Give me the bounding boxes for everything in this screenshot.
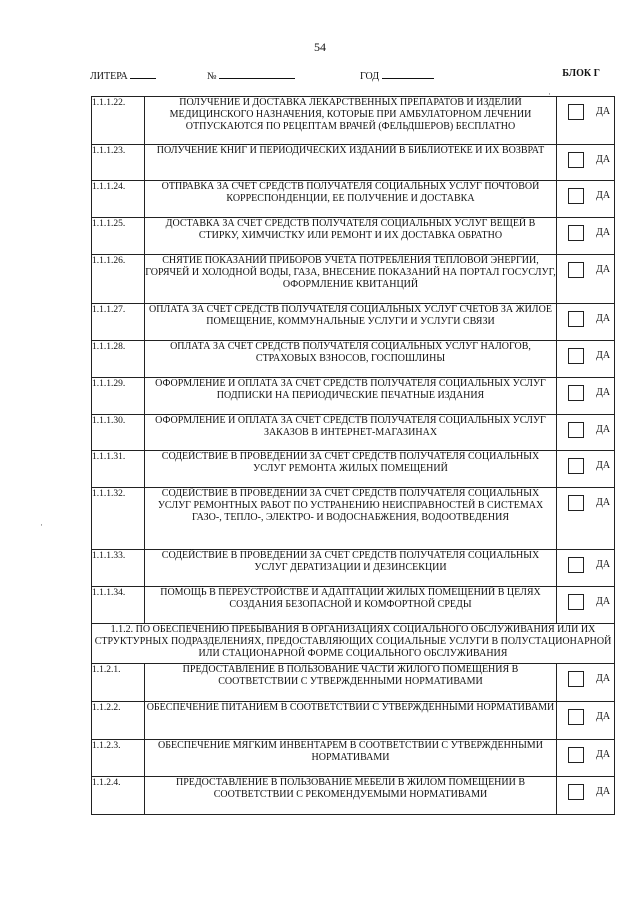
service-code: 1.1.1.28. <box>92 341 145 378</box>
yes-label: ДА <box>596 786 611 797</box>
service-row <box>92 415 615 451</box>
year-field[interactable] <box>360 68 434 82</box>
service-row <box>92 451 615 488</box>
form-header <box>90 68 600 84</box>
service-code: 1.1.1.23. <box>92 145 145 181</box>
answer-cell <box>557 740 615 777</box>
yes-checkbox[interactable] <box>568 671 584 687</box>
block-label: БЛОК Г <box>562 68 600 79</box>
service-code: 1.1.1.34. <box>92 587 145 624</box>
year-label: ГОД <box>360 71 380 82</box>
service-code: 1.1.1.27. <box>92 304 145 341</box>
service-row <box>92 97 615 145</box>
yes-label: ДА <box>596 497 611 508</box>
yes-checkbox[interactable] <box>568 104 584 120</box>
yes-label: ДА <box>596 264 611 275</box>
yes-label: ДА <box>596 749 611 760</box>
service-description: ПОМОЩЬ В ПЕРЕУСТРОЙСТВЕ И АДАПТАЦИИ ЖИЛЫХ ПОМЕЩЕНИЙ В ЦЕЛЯХ СОЗДАНИЯ БЕЗОПАСНОЙ И КОМФОРТНОЙ СРЕДЫ <box>145 587 557 624</box>
service-description: СОДЕЙСТВИЕ В ПРОВЕДЕНИИ ЗА СЧЕТ СРЕДСТВ ПОЛУЧАТЕЛЯ СОЦИАЛЬНЫХ УСЛУГ ДЕРАТИЗАЦИИ И ДЕЗИНСЕКЦИИ <box>145 550 557 587</box>
answer-cell <box>557 97 615 145</box>
number-blank[interactable] <box>219 68 295 79</box>
service-description: ОТПРАВКА ЗА СЧЕТ СРЕДСТВ ПОЛУЧАТЕЛЯ СОЦИАЛЬНЫХ УСЛУГ ПОЧТОВОЙ КОРРЕСПОНДЕНЦИИ, ЕЕ ПОЛУЧЕНИЕ И ДОСТАВКА <box>145 181 557 218</box>
answer-cell <box>557 145 615 181</box>
yes-label: ДА <box>596 387 611 398</box>
yes-label: ДА <box>596 673 611 684</box>
service-code: 1.1.2.1. <box>92 664 145 702</box>
yes-checkbox[interactable] <box>568 557 584 573</box>
answer-cell <box>557 378 615 415</box>
yes-checkbox[interactable] <box>568 262 584 278</box>
yes-checkbox[interactable] <box>568 747 584 763</box>
yes-checkbox[interactable] <box>568 348 584 364</box>
service-code: 1.1.1.31. <box>92 451 145 488</box>
yes-label: ДА <box>596 190 611 201</box>
service-code: 1.1.2.3. <box>92 740 145 777</box>
yes-checkbox[interactable] <box>568 385 584 401</box>
yes-checkbox[interactable] <box>568 225 584 241</box>
answer-cell <box>557 777 615 815</box>
service-code: 1.1.1.24. <box>92 181 145 218</box>
yes-checkbox[interactable] <box>568 458 584 474</box>
service-description: ПРЕДОСТАВЛЕНИЕ В ПОЛЬЗОВАНИЕ ЧАСТИ ЖИЛОГО ПОМЕЩЕНИЯ В СООТВЕТСТВИИ С УТВЕРЖДЕННЫМИ НОРМАТИВАМИ <box>145 664 557 702</box>
year-blank[interactable] <box>382 68 434 79</box>
service-row <box>92 255 615 304</box>
service-description: ДОСТАВКА ЗА СЧЕТ СРЕДСТВ ПОЛУЧАТЕЛЯ СОЦИАЛЬНЫХ УСЛУГ ВЕЩЕЙ В СТИРКУ, ХИМЧИСТКУ ИЛИ РЕМОНТ И ИХ ДОСТАВКА ОБРАТНО <box>145 218 557 255</box>
service-row <box>92 777 615 815</box>
service-row <box>92 304 615 341</box>
litera-field[interactable] <box>90 68 156 82</box>
number-field[interactable] <box>207 68 295 82</box>
scan-mark: · <box>548 89 551 99</box>
yes-checkbox[interactable] <box>568 709 584 725</box>
yes-label: ДА <box>596 106 611 117</box>
service-description: ПОЛУЧЕНИЕ И ДОСТАВКА ЛЕКАРСТВЕННЫХ ПРЕПАРАТОВ И ИЗДЕЛИЙ МЕДИЦИНСКОГО НАЗНАЧЕНИЯ, КОТОРЫЕ ПРИ АМБУЛАТОРНОМ ЛЕЧЕНИИ ОТПУСКАЮТСЯ ПО РЕЦЕПТАМ ВРАЧЕЙ (ФЕЛЬДШЕРОВ) БЕСПЛАТНО <box>145 97 557 145</box>
service-row <box>92 664 615 702</box>
section-heading: 1.1.2. ПО ОБЕСПЕЧЕНИЮ ПРЕБЫВАНИЯ В ОРГАНИЗАЦИЯХ СОЦИАЛЬНОГО ОБСЛУЖИВАНИЯ ИЛИ ИХ СТРУКТУРНЫХ ПОДРАЗДЕЛЕНИЯХ, ПРЕДОСТАВЛЯЮЩИХ СОЦИАЛЬНЫЕ УСЛУГИ В ПОЛУСТАЦИОНАРНОЙ ИЛИ СТАЦИОНАРНОЙ ФОРМЕ СОЦИАЛЬНОГО ОБСЛУЖИВАНИЯ <box>92 624 615 664</box>
litera-label: ЛИТЕРА <box>90 71 128 82</box>
service-row <box>92 702 615 740</box>
service-code: 1.1.1.32. <box>92 488 145 550</box>
answer-cell <box>557 664 615 702</box>
service-row <box>92 378 615 415</box>
number-label: № <box>207 71 217 82</box>
yes-checkbox[interactable] <box>568 784 584 800</box>
services-table <box>91 96 615 815</box>
service-row <box>92 145 615 181</box>
yes-checkbox[interactable] <box>568 152 584 168</box>
service-description: СНЯТИЕ ПОКАЗАНИЙ ПРИБОРОВ УЧЕТА ПОТРЕБЛЕНИЯ ТЕПЛОВОЙ ЭНЕРГИИ, ГОРЯЧЕЙ И ХОЛОДНОЙ ВОДЫ, ГАЗА, ВНЕСЕНИЕ ПОКАЗАНИЙ НА ПОРТАЛ ГОСУСЛУГ, ОФОРМЛЕНИЕ КВИТАНЦИЙ <box>145 255 557 304</box>
service-code: 1.1.1.29. <box>92 378 145 415</box>
service-description: ОПЛАТА ЗА СЧЕТ СРЕДСТВ ПОЛУЧАТЕЛЯ СОЦИАЛЬНЫХ УСЛУГ СЧЕТОВ ЗА ЖИЛОЕ ПОМЕЩЕНИЕ, КОММУНАЛЬНЫЕ УСЛУГИ И УСЛУГИ СВЯЗИ <box>145 304 557 341</box>
yes-checkbox[interactable] <box>568 495 584 511</box>
yes-checkbox[interactable] <box>568 594 584 610</box>
answer-cell <box>557 488 615 550</box>
service-row <box>92 181 615 218</box>
answer-cell <box>557 702 615 740</box>
answer-cell <box>557 181 615 218</box>
service-code: 1.1.1.26. <box>92 255 145 304</box>
yes-label: ДА <box>596 711 611 722</box>
scan-mark: · <box>40 520 43 530</box>
answer-cell <box>557 550 615 587</box>
yes-checkbox[interactable] <box>568 422 584 438</box>
yes-label: ДА <box>596 313 611 324</box>
litera-blank[interactable] <box>130 68 156 79</box>
service-description: ПОЛУЧЕНИЕ КНИГ И ПЕРИОДИЧЕСКИХ ИЗДАНИЙ В БИБЛИОТЕКЕ И ИХ ВОЗВРАТ <box>145 145 557 181</box>
answer-cell <box>557 304 615 341</box>
service-code: 1.1.1.25. <box>92 218 145 255</box>
yes-label: ДА <box>596 559 611 570</box>
answer-cell <box>557 341 615 378</box>
yes-label: ДА <box>596 596 611 607</box>
service-code: 1.1.2.4. <box>92 777 145 815</box>
section-row <box>92 624 615 664</box>
service-row <box>92 218 615 255</box>
service-description: ОБЕСПЕЧЕНИЕ МЯГКИМ ИНВЕНТАРЕМ В СООТВЕТСТВИИ С УТВЕРЖДЕННЫМИ НОРМАТИВАМИ <box>145 740 557 777</box>
answer-cell <box>557 451 615 488</box>
yes-checkbox[interactable] <box>568 311 584 327</box>
service-row <box>92 341 615 378</box>
service-description: СОДЕЙСТВИЕ В ПРОВЕДЕНИИ ЗА СЧЕТ СРЕДСТВ ПОЛУЧАТЕЛЯ СОЦИАЛЬНЫХ УСЛУГ РЕМОНТА ЖИЛЫХ ПОМЕЩЕНИЙ <box>145 451 557 488</box>
yes-checkbox[interactable] <box>568 188 584 204</box>
service-description: ПРЕДОСТАВЛЕНИЕ В ПОЛЬЗОВАНИЕ МЕБЕЛИ В ЖИЛОМ ПОМЕЩЕНИИ В СООТВЕТСТВИИ С РЕКОМЕНДУЕМЫМИ НОРМАТИВАМИ <box>145 777 557 815</box>
service-code: 1.1.1.22. <box>92 97 145 145</box>
yes-label: ДА <box>596 424 611 435</box>
service-code: 1.1.2.2. <box>92 702 145 740</box>
service-description: СОДЕЙСТВИЕ В ПРОВЕДЕНИИ ЗА СЧЕТ СРЕДСТВ ПОЛУЧАТЕЛЯ СОЦИАЛЬНЫХ УСЛУГ РЕМОНТНЫХ РАБОТ ПО УСТРАНЕНИЮ НЕИСПРАВНОСТЕЙ В СИСТЕМАХ ГАЗО-, ТЕПЛО-, ЭЛЕКТРО- И ВОДОСНАБЖЕНИЯ, ВОДООТВЕДЕНИЯ <box>145 488 557 550</box>
yes-label: ДА <box>596 154 611 165</box>
service-description: ОБЕСПЕЧЕНИЕ ПИТАНИЕМ В СООТВЕТСТВИИ С УТВЕРЖДЕННЫМИ НОРМАТИВАМИ <box>145 702 557 740</box>
page-number: 54 <box>314 40 326 54</box>
answer-cell <box>557 587 615 624</box>
yes-label: ДА <box>596 350 611 361</box>
service-row <box>92 740 615 777</box>
yes-label: ДА <box>596 227 611 238</box>
answer-cell <box>557 218 615 255</box>
service-description: ОПЛАТА ЗА СЧЕТ СРЕДСТВ ПОЛУЧАТЕЛЯ СОЦИАЛЬНЫХ УСЛУГ НАЛОГОВ, СТРАХОВЫХ ВЗНОСОВ, ГОСПОШЛИНЫ <box>145 341 557 378</box>
service-description: ОФОРМЛЕНИЕ И ОПЛАТА ЗА СЧЕТ СРЕДСТВ ПОЛУЧАТЕЛЯ СОЦИАЛЬНЫХ УСЛУГ ПОДПИСКИ НА ПЕРИОДИЧЕСКИЕ ПЕЧАТНЫЕ ИЗДАНИЯ <box>145 378 557 415</box>
service-row <box>92 550 615 587</box>
answer-cell <box>557 415 615 451</box>
service-code: 1.1.1.33. <box>92 550 145 587</box>
service-code: 1.1.1.30. <box>92 415 145 451</box>
service-description: ОФОРМЛЕНИЕ И ОПЛАТА ЗА СЧЕТ СРЕДСТВ ПОЛУЧАТЕЛЯ СОЦИАЛЬНЫХ УСЛУГ ЗАКАЗОВ В ИНТЕРНЕТ-МАГАЗИНАХ <box>145 415 557 451</box>
service-row <box>92 587 615 624</box>
answer-cell <box>557 255 615 304</box>
service-row <box>92 488 615 550</box>
yes-label: ДА <box>596 460 611 471</box>
